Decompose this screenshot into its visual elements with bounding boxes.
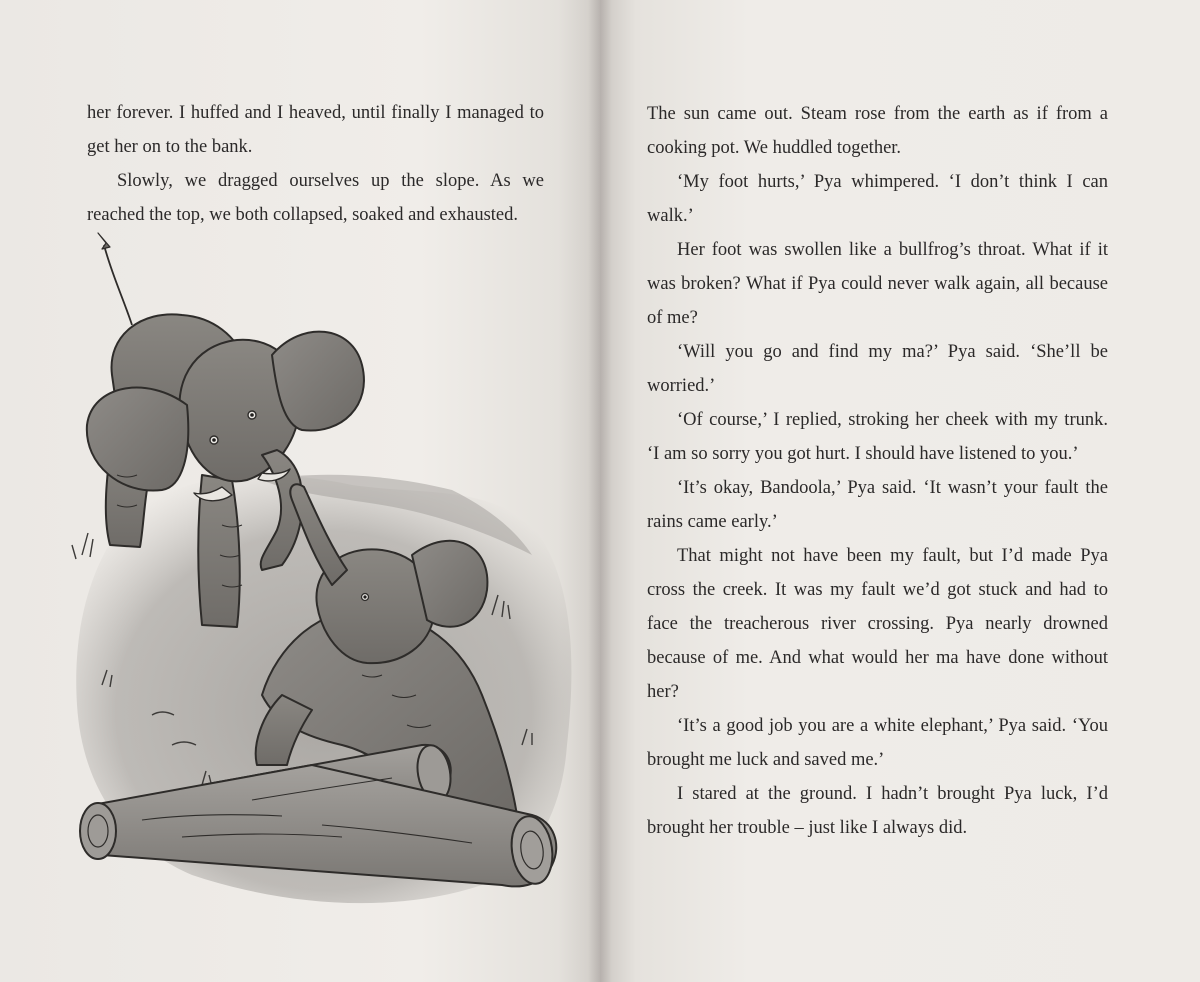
right-paragraph-2: ‘My foot hurts,’ Pya whimpered. ‘I don’t think I can walk.’ <box>647 172 1108 226</box>
elephants-illustration <box>62 225 582 905</box>
right-paragraph-4: ‘Will you go and find my ma?’ Pya said. ‘She’ll be worried.’ <box>647 342 1108 396</box>
right-paragraph-3: Her foot was swollen like a bullfrog’s throat. What if it was broken? What if Pya could never walk again, all because of me? <box>647 240 1108 328</box>
right-paragraph-7: That might not have been my fault, but I’d made Pya cross the creek. It was my fault we’d got stuck and had to face the treacherous river crossing. Pya nearly drowned because of me. And what would her ma have done without her? <box>647 546 1108 702</box>
right-paragraph-6: ‘It’s okay, Bandoola,’ Pya said. ‘It wasn’t your fault the rains came early.’ <box>647 478 1108 532</box>
right-page <box>600 0 1200 982</box>
left-paragraph-1: her forever. I huffed and I heaved, until finally I managed to get her on to the bank. <box>87 103 544 157</box>
right-paragraph-9: I stared at the ground. I hadn’t brought Pya luck, I’d brought her trouble – just like I always did. <box>647 784 1108 838</box>
right-paragraph-8: ‘It’s a good job you are a white elephant,’ Pya said. ‘You brought me luck and saved me.’ <box>647 716 1108 770</box>
right-paragraph-5: ‘Of course,’ I replied, stroking her cheek with my trunk. ‘I am so sorry you got hurt. I should have listened to you.’ <box>647 410 1108 464</box>
right-page-text <box>647 97 1108 845</box>
left-page-text <box>87 96 544 232</box>
left-paragraph-2: Slowly, we dragged ourselves up the slope. As we reached the top, we both collapsed, soaked and exhausted. <box>87 171 544 225</box>
right-paragraph-1: The sun came out. Steam rose from the earth as if from a cooking pot. We huddled together. <box>647 104 1108 158</box>
book-gutter <box>588 0 612 982</box>
